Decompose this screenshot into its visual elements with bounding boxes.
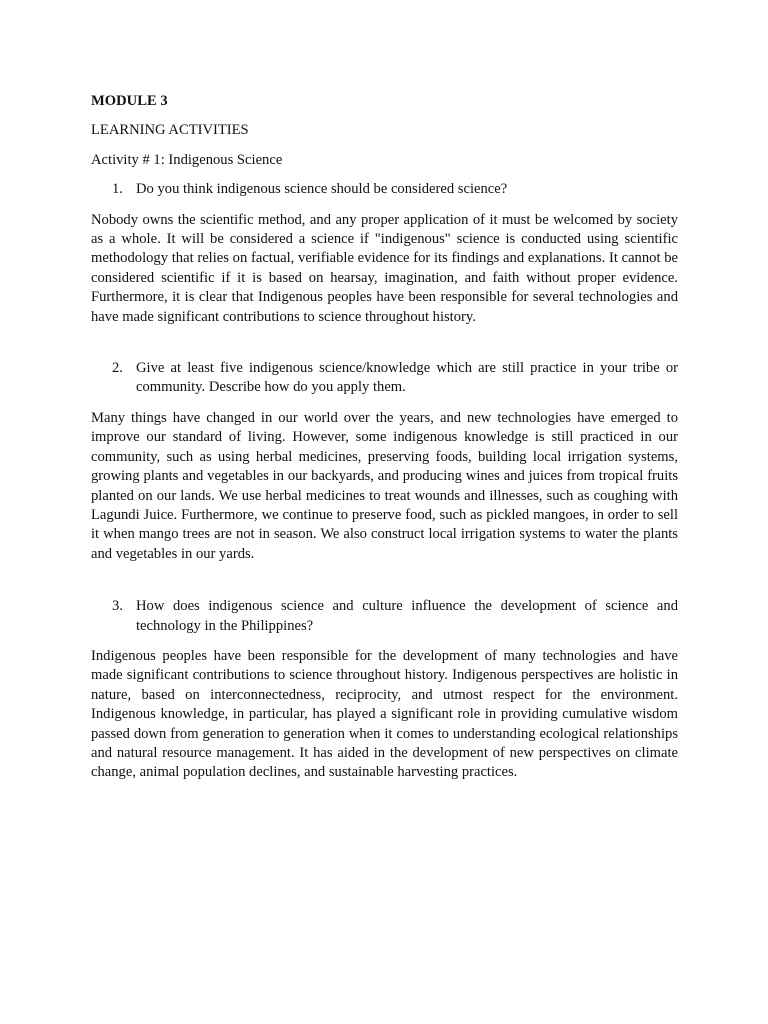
question-1 — [91, 180, 678, 199]
question-3-text: How does indigenous science and culture influence the development of science and technology in the Philippines? — [136, 598, 678, 634]
document-content — [91, 92, 678, 783]
question-2-number: 2. — [112, 360, 123, 377]
spacer — [91, 564, 678, 597]
question-2-text: Give at least five indigenous science/knowledge which are still practice in your tribe or community. Describe how do you apply them. — [136, 360, 678, 396]
module-title: MODULE 3 — [91, 93, 168, 109]
question-2 — [91, 359, 678, 398]
question-1-number: 1. — [112, 181, 123, 198]
answer-3: Indigenous peoples have been responsible for the development of many technologies and have made significant contributions to science throughout history. Indigenous perspectives are holistic in nature, based on interconnectedness, reciprocity, and utmost respect for the environment. Indigenous knowledge, in particular, has played a significant role in providing cumulative wisdom passed down from generation to generation when it comes to understanding ecological relationships and natural resource management. It has aided in the development of new perspectives on climate change, animal population declines, and sustainable harvesting practices. — [91, 647, 678, 781]
spacer — [91, 327, 678, 359]
answer-1: Nobody owns the scientific method, and any proper application of it must be welcomed by society as a whole. It will be considered a science if "indigenous" science is conducted using scientific methodology that relies on factual, verifiable evidence for its findings and explanations. It cannot be considered scientific if it is based on hearsay, imagination, and faith without proper evidence. Furthermore, it is clear that Indigenous peoples have been responsible for several technologies and have made significant contributions to science throughout history. — [91, 211, 678, 325]
question-1-text: Do you think indigenous science should be considered science? — [136, 181, 508, 198]
section-title: LEARNING ACTIVITIES — [91, 122, 249, 139]
question-3-number: 3. — [112, 598, 123, 615]
question-3 — [91, 597, 678, 636]
answer-2: Many things have changed in our world over the years, and new technologies have emerged to improve our standard of living. However, some indigenous knowledge is still practiced in our community, such as using herbal medicines, preserving foods, building local irrigation systems, growing plants and vegetables in our backyards, and producing wines and juices from tropical fruits planted on our lands. We use herbal medicines to treat wounds and illnesses, such as coughing with Lagundi Juice. Furthermore, we continue to preserve food, such as pickled mangoes, in order to sell it when mango trees are not in season. We also construct local irrigation systems to water the plants and vegetables in our yards. — [91, 409, 678, 562]
activity-title: Activity # 1: Indigenous Science — [91, 151, 283, 168]
